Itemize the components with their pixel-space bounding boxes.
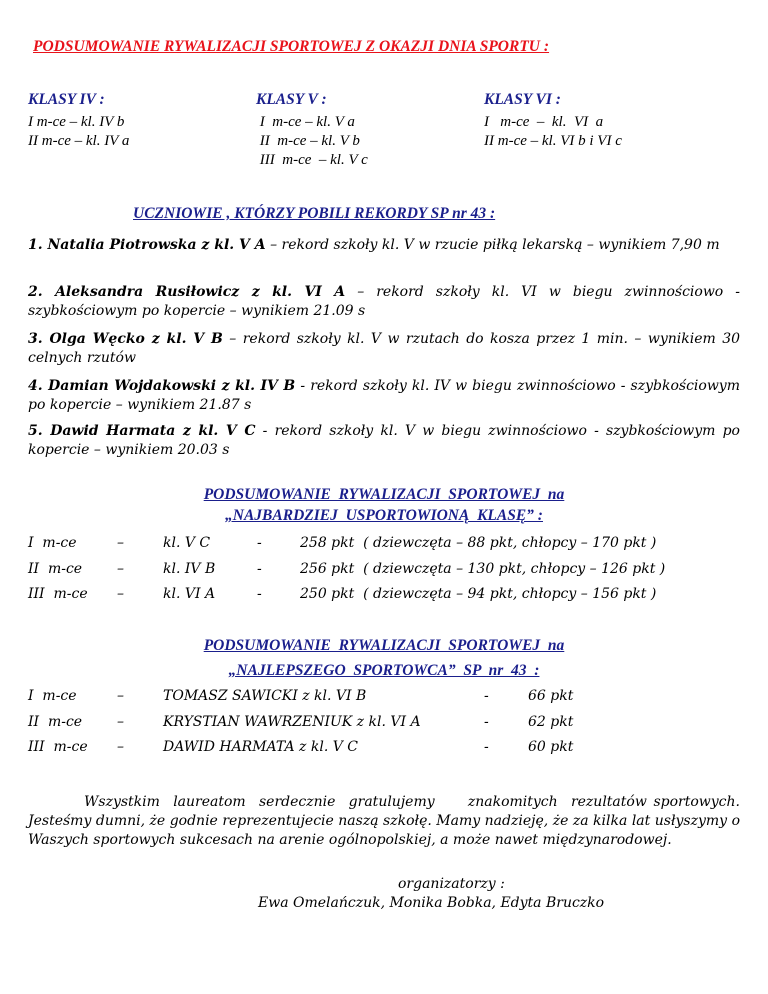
class-rank-2-class: kl. IV B (163, 561, 216, 577)
record-5-lead: 5. Dawid Harmata z kl. V C (28, 423, 256, 439)
record-5 (28, 422, 740, 460)
record-2-text: – rekord szkoły kl. VI w biegu zwinnościowo - szybkościowym po kopercie – wynikiem 21.09 s (28, 284, 740, 319)
class-rank-1-dash: – (117, 535, 124, 551)
athlete-rank-2-place: II m-ce (28, 714, 83, 730)
class-rank-2-place: II m-ce (28, 561, 83, 577)
record-3-lead: 3. Olga Węcko z kl. V B (28, 331, 223, 347)
athlete-rank-1-place: I m-ce (28, 688, 77, 704)
class-vi-heading: KLASY VI : (484, 91, 561, 108)
record-5-text: - rekord szkoły kl. V w biegu zwinnościowo - szybkościowym po kopercie – wynikiem 20.03 s (28, 423, 740, 458)
class-ranking-title-1: PODSUMOWANIE RYWALIZACJI SPORTOWEJ na (203, 486, 565, 503)
athlete-rank-2-dash: – (117, 714, 124, 730)
athlete-rank-1-points: 66 pkt (528, 688, 574, 704)
class-vi-line-1: I m-ce – kl. VI a (484, 114, 604, 130)
class-v-line-3: III m-ce – kl. V c (256, 152, 368, 168)
class-rank-3-sep: - (257, 586, 262, 602)
athlete-rank-3-points: 60 pkt (528, 739, 574, 755)
athlete-rank-2-points: 62 pkt (528, 714, 574, 730)
main-title: PODSUMOWANIE RYWALIZACJI SPORTOWEJ Z OKAZJI DNIA SPORTU : (33, 38, 550, 55)
record-3-text: – rekord szkoły kl. V w rzutach do kosza przez 1 min. – wynikiem 30 celnych rzutów (28, 331, 741, 366)
athlete-rank-3-sep: - (484, 739, 489, 755)
organizers-label: organizatorzy : (398, 876, 505, 892)
class-v-line-1: I m-ce – kl. V a (256, 114, 355, 130)
class-rank-2-dash: – (117, 561, 124, 577)
class-rank-2-points: 256 pkt ( dziewczęta – 130 pkt, chłopcy – 126 pkt ) (300, 561, 666, 577)
class-rank-2-sep: - (257, 561, 262, 577)
record-1-text: – rekord szkoły kl. V w rzucie piłką lekarską – wynikiem 7,90 m (265, 237, 720, 253)
athlete-rank-3-dash: – (117, 739, 124, 755)
athlete-rank-1-name: TOMASZ SAWICKI z kl. VI B (163, 688, 367, 704)
athlete-rank-2-sep: - (484, 714, 489, 730)
closing-paragraph: Wszystkim laureatom serdecznie gratulujemy znakomitych rezultatów sportowych. Jesteśmy dumni, że godnie reprezentujecie naszą szkołę. Mamy nadzieję, że za kilka lat usłyszymy o Waszych sportowych sukcesach na arenie ogólnopolskiej, a może nawet międzynarodowej. (28, 794, 745, 848)
record-4-lead: 4. Damian Wojdakowski z kl. IV B (28, 378, 296, 394)
class-rank-1-points: 258 pkt ( dziewczęta – 88 pkt, chłopcy – 170 pkt ) (300, 535, 657, 551)
record-4 (28, 377, 740, 415)
athlete-ranking-title-2: „NAJLEPSZEGO SPORTOWCA” SP nr 43 : (228, 662, 540, 679)
class-rank-1-class: kl. V C (163, 535, 211, 551)
record-3 (28, 330, 740, 368)
class-v-line-2: II m-ce – kl. V b (256, 133, 360, 149)
athlete-rank-1-dash: – (117, 688, 124, 704)
record-1 (28, 236, 740, 255)
class-rank-1-place: I m-ce (28, 535, 77, 551)
class-rank-3-points: 250 pkt ( dziewczęta – 94 pkt, chłopcy – 156 pkt ) (300, 586, 657, 602)
class-iv-line-2: II m-ce – kl. IV a (28, 133, 130, 149)
class-rank-3-place: III m-ce (28, 586, 88, 602)
record-2 (28, 283, 740, 321)
athlete-rank-2-name: KRYSTIAN WAWRZENIUK z kl. VI A (163, 714, 421, 730)
record-4-text: - rekord szkoły kl. IV w biegu zwinnościowo - szybkościowym po kopercie – wynikiem 21.87 s (28, 378, 740, 413)
class-rank-1-sep: - (257, 535, 262, 551)
class-rank-3-class: kl. VI A (163, 586, 216, 602)
class-rank-3-dash: – (117, 586, 124, 602)
class-v-heading: KLASY V : (256, 91, 327, 108)
organizers-names: Ewa Omelańczuk, Monika Bobka, Edyta Bruczko (258, 895, 605, 911)
class-ranking-title-2: „NAJBARDZIEJ USPORTOWIONĄ KLASĘ” : (225, 507, 543, 524)
athlete-rank-3-place: III m-ce (28, 739, 88, 755)
class-iv-line-1: I m-ce – kl. IV b (28, 114, 125, 130)
record-1-lead: 1. Natalia Piotrowska z kl. V A (28, 237, 266, 253)
athlete-rank-1-sep: - (484, 688, 489, 704)
athlete-rank-3-name: DAWID HARMATA z kl. V C (163, 739, 358, 755)
athlete-ranking-title-1: PODSUMOWANIE RYWALIZACJI SPORTOWEJ na (203, 637, 565, 654)
records-title: UCZNIOWIE , KTÓRZY POBILI REKORDY SP nr 43 : (133, 205, 496, 222)
record-2-lead: 2. Aleksandra Rusiłowicz z kl. VI A (28, 284, 346, 300)
class-vi-line-2: II m-ce – kl. VI b i VI c (484, 133, 622, 149)
class-iv-heading: KLASY IV : (28, 91, 105, 108)
